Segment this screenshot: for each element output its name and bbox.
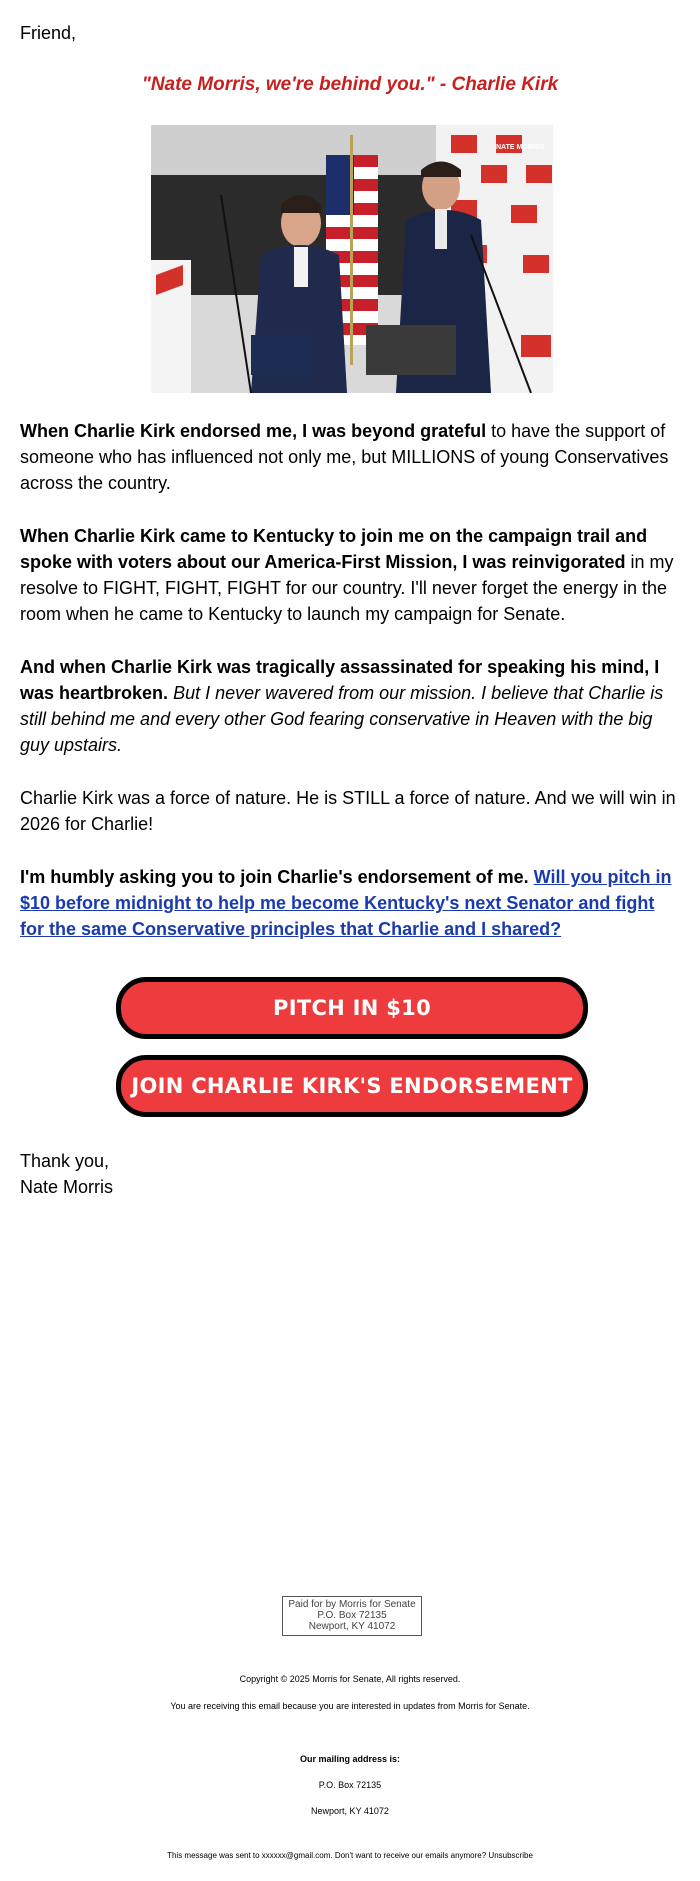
signoff-thanks: Thank you, [20, 1151, 110, 1171]
paragraph-heartbroken: And when Charlie Kirk was tragically assassinated for speaking his mind, I was heartbroken. But I never wavered from our mission. I believe that Charlie is still behind me and every other God fearing conservative in Heaven with the big guy upstairs. [20, 657, 664, 755]
event-photo [151, 125, 553, 393]
paid-for-box [282, 1596, 422, 1636]
paragraph-force-of-nature: Charlie Kirk was a force of nature. He is STILL a force of nature. And we will win in 2026 for Charlie! [20, 788, 676, 834]
unsubscribe-link[interactable]: Unsubscribe [488, 1851, 533, 1860]
endorsement-quote: "Nate Morris, we're behind you." - Charlie Kirk [141, 74, 559, 95]
footer-reason: You are receiving this email because you are interested in updates from Morris for Senate. [170, 1701, 530, 1711]
donate-link[interactable]: Will you pitch in $10 before midnight to help me become Kentucky's next Senator and fight for the same Conservative principles that Charlie and I shared? [20, 867, 672, 939]
footer-address-line1: P.O. Box 72135 [318, 1780, 382, 1790]
greeting: Friend, [20, 23, 77, 43]
paragraph-kentucky-visit: When Charlie Kirk came to Kentucky to join me on the campaign trail and spoke with voters about our America-First Mission, I was reinvigorated in my resolve to FIGHT, FIGHT, FIGHT for our country. I'll never forget the energy in the room when he came to Kentucky to launch my campaign for Senate. [20, 526, 674, 624]
paragraph-endorsed: When Charlie Kirk endorsed me, I was beyond grateful to have the support of someone who has influenced not only me, but MILLIONS of young Conservatives across the country. [20, 421, 669, 493]
footer-copyright: Copyright © 2025 Morris for Senate, All rights reserved. [239, 1674, 461, 1684]
paid-for-line: Paid for by Morris for Senate [288, 1599, 416, 1610]
footer-address-line2: Newport, KY 41072 [311, 1806, 389, 1816]
paid-for-city: Newport, KY 41072 [308, 1621, 396, 1632]
sign-text: NATE MORRIS [496, 144, 545, 151]
signoff [20, 1148, 113, 1200]
pitch-in-button[interactable]: PITCH IN $10 [116, 977, 588, 1039]
footer-sent-to: This message was sent to xxxxxx@gmail.com. Don't want to receive our emails anymore? Unsubscribe [167, 1851, 533, 1860]
paid-for-po-box: P.O. Box 72135 [317, 1610, 387, 1621]
paragraph-ask: I'm humbly asking you to join Charlie's endorsement of me. Will you pitch in $10 before midnight to help me become Kentucky's next Senator and fight for the same Conservative principles that Charlie and I shared? [20, 867, 672, 939]
footer-mailing-label: Our mailing address is: [299, 1754, 401, 1764]
join-endorsement-button[interactable]: JOIN CHARLIE KIRK'S ENDORSEMENT [116, 1055, 588, 1117]
signoff-name: Nate Morris [20, 1177, 114, 1197]
